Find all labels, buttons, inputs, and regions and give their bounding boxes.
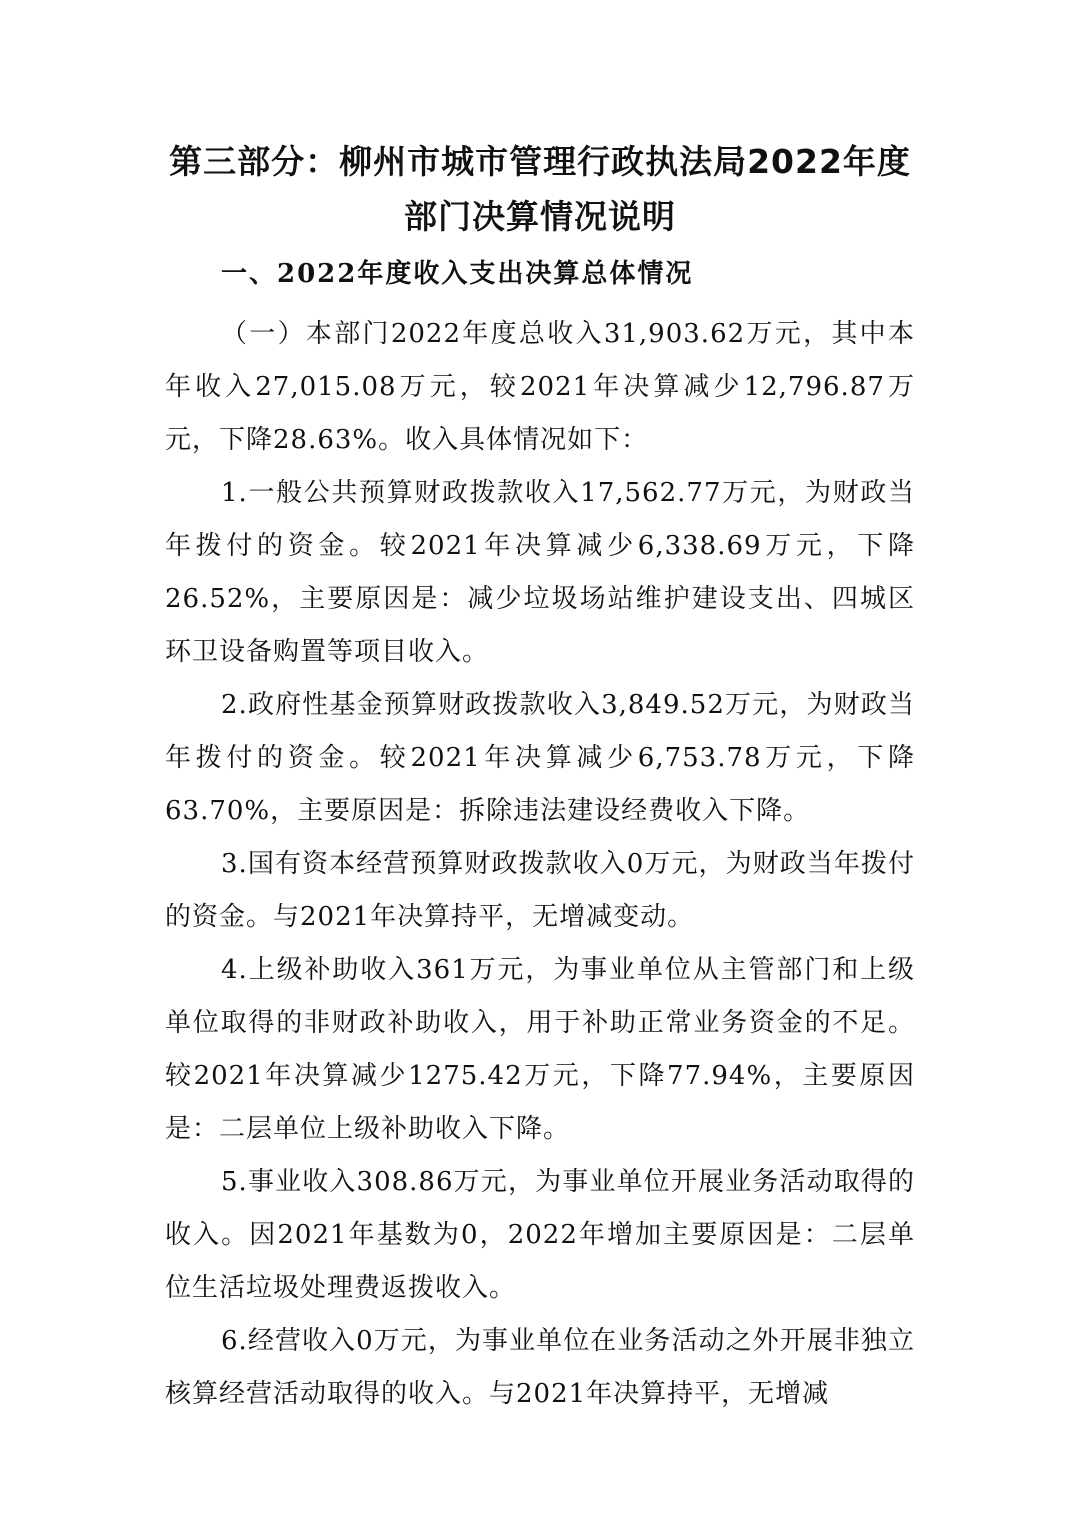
paragraph-operating-income: 6.经营收入0万元，为事业单位在业务活动之外开展非独立核算经营活动取得的收入。与2021年决算持平，无增减 (165, 1326, 915, 1409)
paragraph-general-budget-income: 1.一般公共预算财政拨款收入17,562.77万元，为财政当年拨付的资金。较2021年决算减少6,338.69万元，下降26.52%，主要原因是：减少垃圾场站维护建设支出、四城区环卫设备购置等项目收入。 (165, 478, 915, 667)
document-title-line-2: 部门决算情况说明 (404, 197, 676, 236)
paragraph-state-capital-income: 3.国有资本经营预算财政拨款收入0万元，为财政当年拨付的资金。与2021年决算持平，无增减变动。 (165, 849, 915, 932)
section-heading: 一、2022年度收入支出决算总体情况 (221, 259, 694, 289)
paragraph-government-fund-income: 2.政府性基金预算财政拨款收入3,849.52万元，为财政当年拨付的资金。较2021年决算减少6,753.78万元，下降63.70%，主要原因是：拆除违法建设经费收入下降。 (165, 690, 915, 826)
paragraph-total-income: （一）本部门2022年度总收入31,903.62万元，其中本年收入27,015.08万元，较2021年决算减少12,796.87万元，下降28.63%。收入具体情况如下： (165, 319, 915, 455)
paragraph-business-income: 5.事业收入308.86万元，为事业单位开展业务活动取得的收入。因2021年基数为0，2022年增加主要原因是：二层单位生活垃圾处理费返拨收入。 (165, 1167, 915, 1303)
document-body (165, 308, 915, 1421)
paragraph-superior-subsidy-income: 4.上级补助收入361万元，为事业单位从主管部门和上级单位取得的非财政补助收入，用于补助正常业务资金的不足。较2021年决算减少1275.42万元，下降77.94%，主要原因是：二层单位上级补助收入下降。 (165, 955, 915, 1144)
document-title-line-1: 第三部分：柳州市城市管理行政执法局2022年度 (169, 142, 911, 181)
